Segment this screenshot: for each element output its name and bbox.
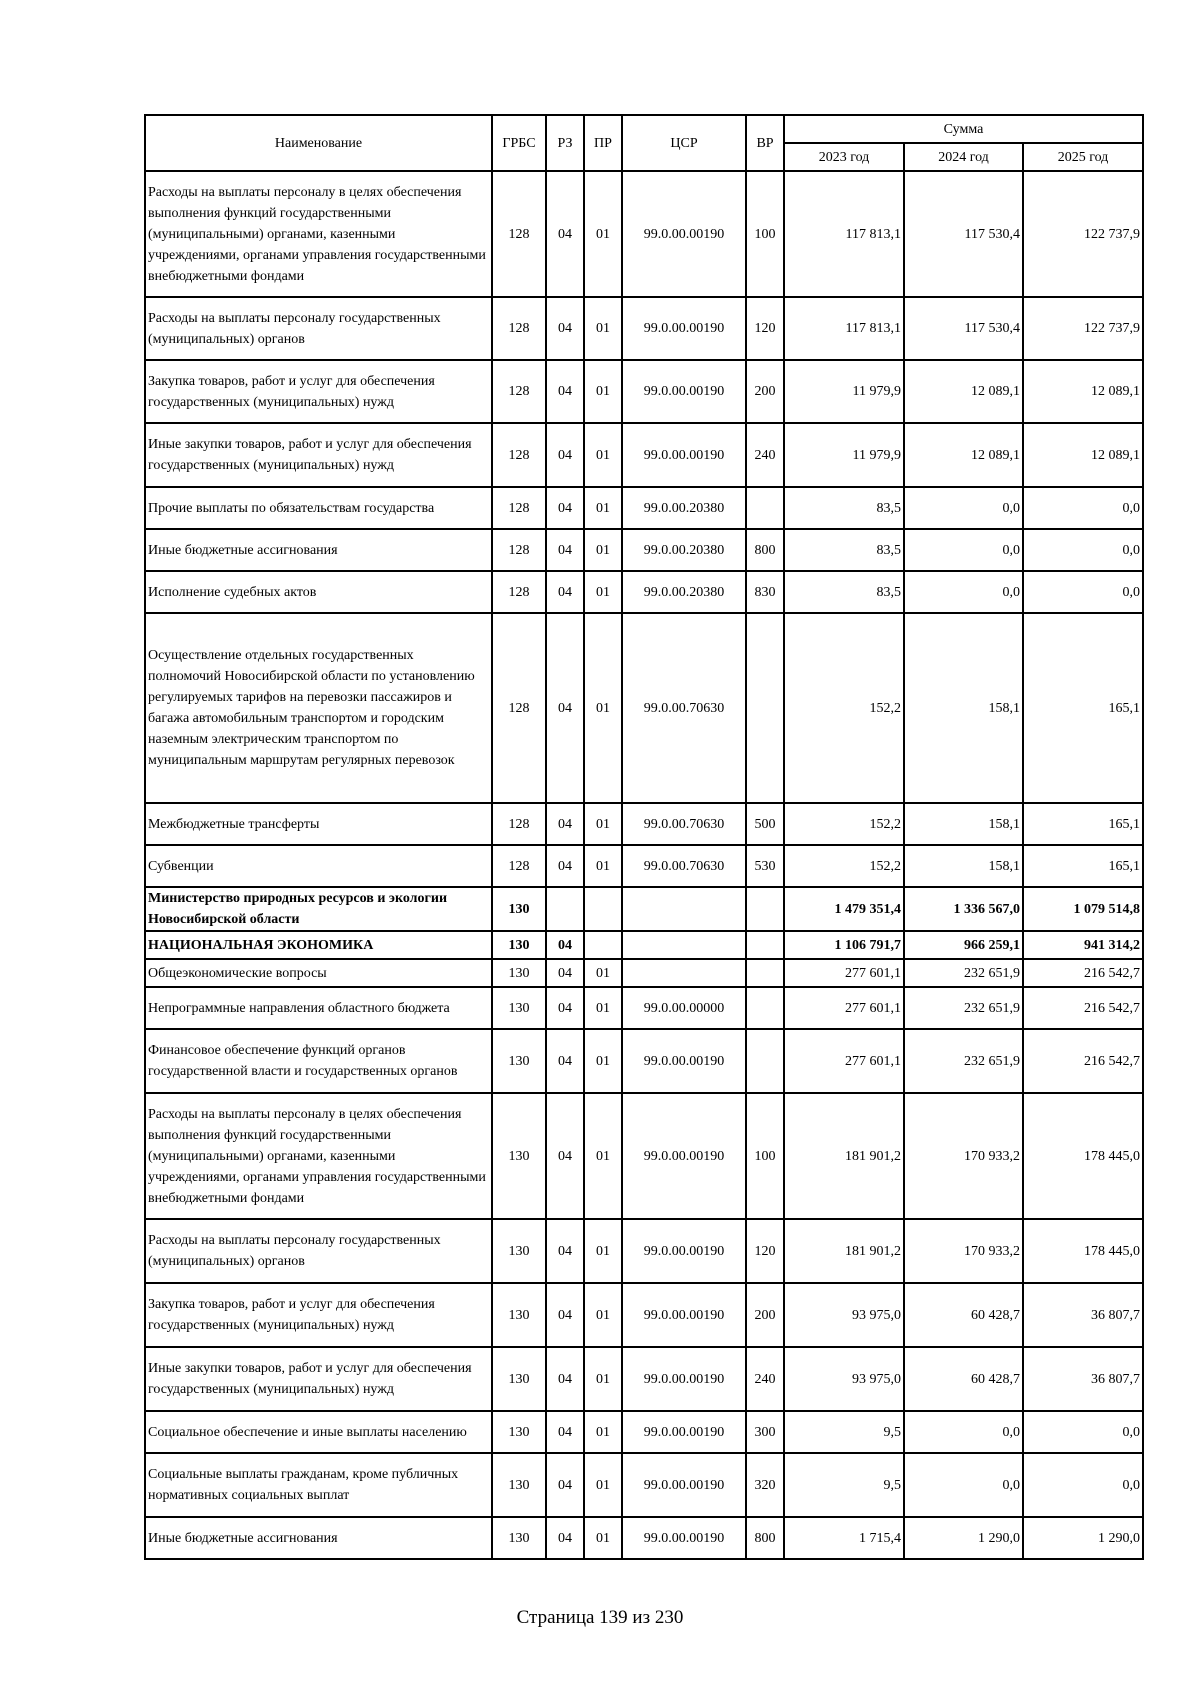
cell-rz: 04	[546, 1453, 584, 1517]
cell-name: Закупка товаров, работ и услуг для обеспечения государственных (муниципальных) нужд	[145, 1283, 492, 1347]
header-pr: ПР	[584, 115, 622, 171]
cell-y2025: 216 542,7	[1023, 1029, 1143, 1093]
cell-name: Расходы на выплаты персоналу государственных (муниципальных) органов	[145, 297, 492, 360]
cell-csr: 99.0.00.00190	[622, 297, 746, 360]
cell-grbs: 128	[492, 487, 546, 529]
cell-grbs: 130	[492, 887, 546, 931]
cell-y2025: 122 737,9	[1023, 297, 1143, 360]
table-row	[145, 487, 1143, 529]
cell-y2024: 60 428,7	[904, 1347, 1023, 1411]
table-row	[145, 297, 1143, 360]
cell-y2023: 1 106 791,7	[784, 931, 904, 959]
cell-y2024: 232 651,9	[904, 1029, 1023, 1093]
cell-csr: 99.0.00.00000	[622, 987, 746, 1029]
cell-rz: 04	[546, 803, 584, 845]
cell-vr: 500	[746, 803, 784, 845]
cell-vr: 830	[746, 571, 784, 613]
cell-y2024: 170 933,2	[904, 1093, 1023, 1219]
page-number: Страница 139 из 230	[516, 1607, 684, 1628]
cell-y2023: 93 975,0	[784, 1283, 904, 1347]
cell-vr: 100	[746, 171, 784, 297]
cell-y2024: 232 651,9	[904, 987, 1023, 1029]
cell-y2023: 181 901,2	[784, 1093, 904, 1219]
cell-grbs: 128	[492, 845, 546, 887]
cell-csr: 99.0.00.00190	[622, 1453, 746, 1517]
cell-rz: 04	[546, 529, 584, 571]
cell-y2024: 0,0	[904, 571, 1023, 613]
cell-rz: 04	[546, 845, 584, 887]
table-row	[145, 1453, 1143, 1517]
cell-vr	[746, 487, 784, 529]
cell-grbs: 128	[492, 171, 546, 297]
cell-pr: 01	[584, 1029, 622, 1093]
cell-pr	[584, 887, 622, 931]
cell-rz: 04	[546, 571, 584, 613]
cell-name: Осуществление отдельных государственных полномочий Новосибирской области по установлению регулируемых тарифов на перевозки пассажиров и багажа автомобильным транспортом и городским наземным электрическим транспортом по муниципальным маршрутам регулярных перевозок	[145, 613, 492, 803]
cell-pr: 01	[584, 803, 622, 845]
cell-rz: 04	[546, 423, 584, 487]
cell-y2023: 277 601,1	[784, 987, 904, 1029]
cell-name: Финансовое обеспечение функций органов государственной власти и государственных органов	[145, 1029, 492, 1093]
cell-grbs: 130	[492, 1453, 546, 1517]
header-year-2024: 2024 год	[904, 143, 1023, 171]
cell-y2024: 966 259,1	[904, 931, 1023, 959]
cell-y2025: 122 737,9	[1023, 171, 1143, 297]
table-row	[145, 1283, 1143, 1347]
cell-pr: 01	[584, 959, 622, 987]
cell-y2024: 0,0	[904, 487, 1023, 529]
cell-y2024: 158,1	[904, 803, 1023, 845]
cell-pr: 01	[584, 571, 622, 613]
header-vr: ВР	[746, 115, 784, 171]
cell-name: Непрограммные направления областного бюджета	[145, 987, 492, 1029]
cell-pr: 01	[584, 1283, 622, 1347]
cell-name: Социальные выплаты гражданам, кроме публичных нормативных социальных выплат	[145, 1453, 492, 1517]
cell-vr	[746, 887, 784, 931]
cell-pr: 01	[584, 613, 622, 803]
cell-csr: 99.0.00.00190	[622, 1517, 746, 1559]
cell-y2025: 0,0	[1023, 529, 1143, 571]
cell-pr: 01	[584, 171, 622, 297]
cell-y2024: 0,0	[904, 1411, 1023, 1453]
cell-pr: 01	[584, 1411, 622, 1453]
cell-name: Расходы на выплаты персоналу в целях обеспечения выполнения функций государственными (муниципальными) органами, казенными учреждениями, органами управления государственными внебюджетными фондами	[145, 171, 492, 297]
cell-name: Расходы на выплаты персоналу в целях обеспечения выполнения функций государственными (муниципальными) органами, казенными учреждениями, органами управления государственными внебюджетными фондами	[145, 1093, 492, 1219]
cell-y2025: 216 542,7	[1023, 959, 1143, 987]
cell-y2025: 165,1	[1023, 613, 1143, 803]
cell-name: НАЦИОНАЛЬНАЯ ЭКОНОМИКА	[145, 931, 492, 959]
cell-name: Межбюджетные трансферты	[145, 803, 492, 845]
cell-pr: 01	[584, 529, 622, 571]
cell-pr: 01	[584, 1517, 622, 1559]
cell-y2025: 1 079 514,8	[1023, 887, 1143, 931]
cell-grbs: 128	[492, 360, 546, 423]
cell-rz: 04	[546, 487, 584, 529]
cell-y2024: 0,0	[904, 529, 1023, 571]
cell-vr	[746, 959, 784, 987]
cell-vr: 120	[746, 1219, 784, 1283]
cell-vr	[746, 1029, 784, 1093]
cell-y2023: 1 479 351,4	[784, 887, 904, 931]
cell-pr: 01	[584, 297, 622, 360]
table-row	[145, 171, 1143, 297]
header-rz: РЗ	[546, 115, 584, 171]
cell-csr: 99.0.00.00190	[622, 1411, 746, 1453]
cell-pr: 01	[584, 1219, 622, 1283]
cell-csr: 99.0.00.00190	[622, 171, 746, 297]
cell-y2024: 232 651,9	[904, 959, 1023, 987]
cell-name: Исполнение судебных актов	[145, 571, 492, 613]
cell-pr: 01	[584, 1453, 622, 1517]
cell-y2025: 12 089,1	[1023, 360, 1143, 423]
header-grbs: ГРБС	[492, 115, 546, 171]
cell-csr: 99.0.00.00190	[622, 1029, 746, 1093]
table-row	[145, 1029, 1143, 1093]
cell-grbs: 130	[492, 959, 546, 987]
cell-csr: 99.0.00.20380	[622, 571, 746, 613]
table-row	[145, 423, 1143, 487]
cell-csr: 99.0.00.70630	[622, 803, 746, 845]
cell-grbs: 130	[492, 1517, 546, 1559]
cell-grbs: 130	[492, 1093, 546, 1219]
cell-rz: 04	[546, 1093, 584, 1219]
cell-pr: 01	[584, 987, 622, 1029]
cell-vr: 300	[746, 1411, 784, 1453]
cell-name: Субвенции	[145, 845, 492, 887]
cell-rz: 04	[546, 1219, 584, 1283]
cell-grbs: 130	[492, 987, 546, 1029]
cell-csr: 99.0.00.70630	[622, 613, 746, 803]
cell-rz: 04	[546, 171, 584, 297]
cell-y2024: 158,1	[904, 845, 1023, 887]
table-row	[145, 1093, 1143, 1219]
cell-pr	[584, 931, 622, 959]
cell-y2023: 277 601,1	[784, 1029, 904, 1093]
cell-y2024: 158,1	[904, 613, 1023, 803]
cell-y2025: 178 445,0	[1023, 1093, 1143, 1219]
cell-grbs: 128	[492, 297, 546, 360]
cell-rz: 04	[546, 1029, 584, 1093]
cell-y2024: 12 089,1	[904, 423, 1023, 487]
table-body	[145, 171, 1143, 1559]
table-header	[145, 115, 1143, 171]
cell-rz: 04	[546, 1411, 584, 1453]
cell-y2025: 941 314,2	[1023, 931, 1143, 959]
table-row	[145, 1411, 1143, 1453]
cell-pr: 01	[584, 1093, 622, 1219]
cell-y2023: 83,5	[784, 571, 904, 613]
cell-grbs: 130	[492, 1029, 546, 1093]
cell-grbs: 128	[492, 423, 546, 487]
cell-grbs: 128	[492, 803, 546, 845]
cell-csr: 99.0.00.00190	[622, 1093, 746, 1219]
cell-vr: 240	[746, 423, 784, 487]
cell-grbs: 130	[492, 1411, 546, 1453]
cell-y2024: 170 933,2	[904, 1219, 1023, 1283]
cell-name: Иные закупки товаров, работ и услуг для обеспечения государственных (муниципальных) нужд	[145, 1347, 492, 1411]
cell-csr	[622, 959, 746, 987]
cell-vr	[746, 931, 784, 959]
cell-rz: 04	[546, 987, 584, 1029]
cell-y2023: 117 813,1	[784, 297, 904, 360]
table-row	[145, 931, 1143, 959]
cell-csr	[622, 887, 746, 931]
cell-y2024: 12 089,1	[904, 360, 1023, 423]
cell-csr: 99.0.00.20380	[622, 529, 746, 571]
cell-name: Расходы на выплаты персоналу государственных (муниципальных) органов	[145, 1219, 492, 1283]
cell-vr	[746, 987, 784, 1029]
table-row	[145, 529, 1143, 571]
cell-vr: 530	[746, 845, 784, 887]
cell-csr: 99.0.00.00190	[622, 1347, 746, 1411]
cell-pr: 01	[584, 360, 622, 423]
cell-rz: 04	[546, 1517, 584, 1559]
budget-table	[144, 114, 1144, 1560]
cell-y2024: 117 530,4	[904, 171, 1023, 297]
table-row	[145, 987, 1143, 1029]
cell-y2024: 60 428,7	[904, 1283, 1023, 1347]
cell-grbs: 128	[492, 571, 546, 613]
cell-pr: 01	[584, 845, 622, 887]
cell-y2023: 117 813,1	[784, 171, 904, 297]
cell-rz: 04	[546, 931, 584, 959]
cell-y2023: 83,5	[784, 487, 904, 529]
cell-pr: 01	[584, 1347, 622, 1411]
cell-vr	[746, 613, 784, 803]
cell-grbs: 130	[492, 1219, 546, 1283]
header-sum: Сумма	[784, 115, 1143, 143]
cell-rz: 04	[546, 1283, 584, 1347]
cell-csr: 99.0.00.70630	[622, 845, 746, 887]
cell-y2025: 0,0	[1023, 487, 1143, 529]
cell-name: Иные закупки товаров, работ и услуг для обеспечения государственных (муниципальных) нужд	[145, 423, 492, 487]
cell-y2023: 93 975,0	[784, 1347, 904, 1411]
header-name: Наименование	[145, 115, 492, 171]
table-row	[145, 1219, 1143, 1283]
cell-vr: 100	[746, 1093, 784, 1219]
cell-grbs: 128	[492, 613, 546, 803]
cell-y2025: 12 089,1	[1023, 423, 1143, 487]
cell-grbs: 130	[492, 931, 546, 959]
cell-y2024: 1 290,0	[904, 1517, 1023, 1559]
cell-pr: 01	[584, 487, 622, 529]
cell-csr: 99.0.00.20380	[622, 487, 746, 529]
cell-grbs: 130	[492, 1283, 546, 1347]
cell-y2023: 9,5	[784, 1453, 904, 1517]
cell-csr	[622, 931, 746, 959]
cell-y2024: 0,0	[904, 1453, 1023, 1517]
cell-y2023: 152,2	[784, 803, 904, 845]
cell-name: Закупка товаров, работ и услуг для обеспечения государственных (муниципальных) нужд	[145, 360, 492, 423]
cell-y2024: 1 336 567,0	[904, 887, 1023, 931]
cell-name: Министерство природных ресурсов и экологии Новосибирской области	[145, 887, 492, 931]
table-row	[145, 1517, 1143, 1559]
cell-vr: 800	[746, 1517, 784, 1559]
cell-name: Иные бюджетные ассигнования	[145, 1517, 492, 1559]
cell-vr: 120	[746, 297, 784, 360]
cell-csr: 99.0.00.00190	[622, 1283, 746, 1347]
cell-y2025: 36 807,7	[1023, 1347, 1143, 1411]
cell-grbs: 130	[492, 1347, 546, 1411]
cell-y2025: 36 807,7	[1023, 1283, 1143, 1347]
cell-y2025: 216 542,7	[1023, 987, 1143, 1029]
cell-y2023: 11 979,9	[784, 423, 904, 487]
cell-csr: 99.0.00.00190	[622, 1219, 746, 1283]
table-row	[145, 571, 1143, 613]
cell-y2023: 181 901,2	[784, 1219, 904, 1283]
cell-pr: 01	[584, 423, 622, 487]
header-year-2025: 2025 год	[1023, 143, 1143, 171]
table-row	[145, 845, 1143, 887]
cell-y2025: 165,1	[1023, 845, 1143, 887]
cell-y2023: 1 715,4	[784, 1517, 904, 1559]
cell-csr: 99.0.00.00190	[622, 360, 746, 423]
cell-y2025: 1 290,0	[1023, 1517, 1143, 1559]
cell-rz: 04	[546, 613, 584, 803]
cell-name: Иные бюджетные ассигнования	[145, 529, 492, 571]
table-row	[145, 613, 1143, 803]
cell-csr: 99.0.00.00190	[622, 423, 746, 487]
cell-rz: 04	[546, 360, 584, 423]
cell-y2025: 0,0	[1023, 1411, 1143, 1453]
cell-rz: 04	[546, 1347, 584, 1411]
cell-vr: 240	[746, 1347, 784, 1411]
cell-rz	[546, 887, 584, 931]
cell-name: Общеэкономические вопросы	[145, 959, 492, 987]
table-row	[145, 959, 1143, 987]
cell-y2025: 0,0	[1023, 571, 1143, 613]
cell-vr: 320	[746, 1453, 784, 1517]
table-row	[145, 887, 1143, 931]
cell-y2024: 117 530,4	[904, 297, 1023, 360]
cell-y2023: 277 601,1	[784, 959, 904, 987]
table-row	[145, 803, 1143, 845]
cell-rz: 04	[546, 297, 584, 360]
header-csr: ЦСР	[622, 115, 746, 171]
cell-grbs: 128	[492, 529, 546, 571]
cell-name: Социальное обеспечение и иные выплаты населению	[145, 1411, 492, 1453]
cell-vr: 200	[746, 1283, 784, 1347]
table-row	[145, 1347, 1143, 1411]
table-row	[145, 360, 1143, 423]
cell-rz: 04	[546, 959, 584, 987]
cell-y2025: 165,1	[1023, 803, 1143, 845]
cell-y2025: 0,0	[1023, 1453, 1143, 1517]
cell-y2023: 152,2	[784, 845, 904, 887]
cell-y2023: 83,5	[784, 529, 904, 571]
cell-y2023: 9,5	[784, 1411, 904, 1453]
cell-name: Прочие выплаты по обязательствам государства	[145, 487, 492, 529]
cell-y2023: 11 979,9	[784, 360, 904, 423]
cell-y2025: 178 445,0	[1023, 1219, 1143, 1283]
cell-vr: 800	[746, 529, 784, 571]
cell-vr: 200	[746, 360, 784, 423]
header-year-2023: 2023 год	[784, 143, 904, 171]
cell-y2023: 152,2	[784, 613, 904, 803]
